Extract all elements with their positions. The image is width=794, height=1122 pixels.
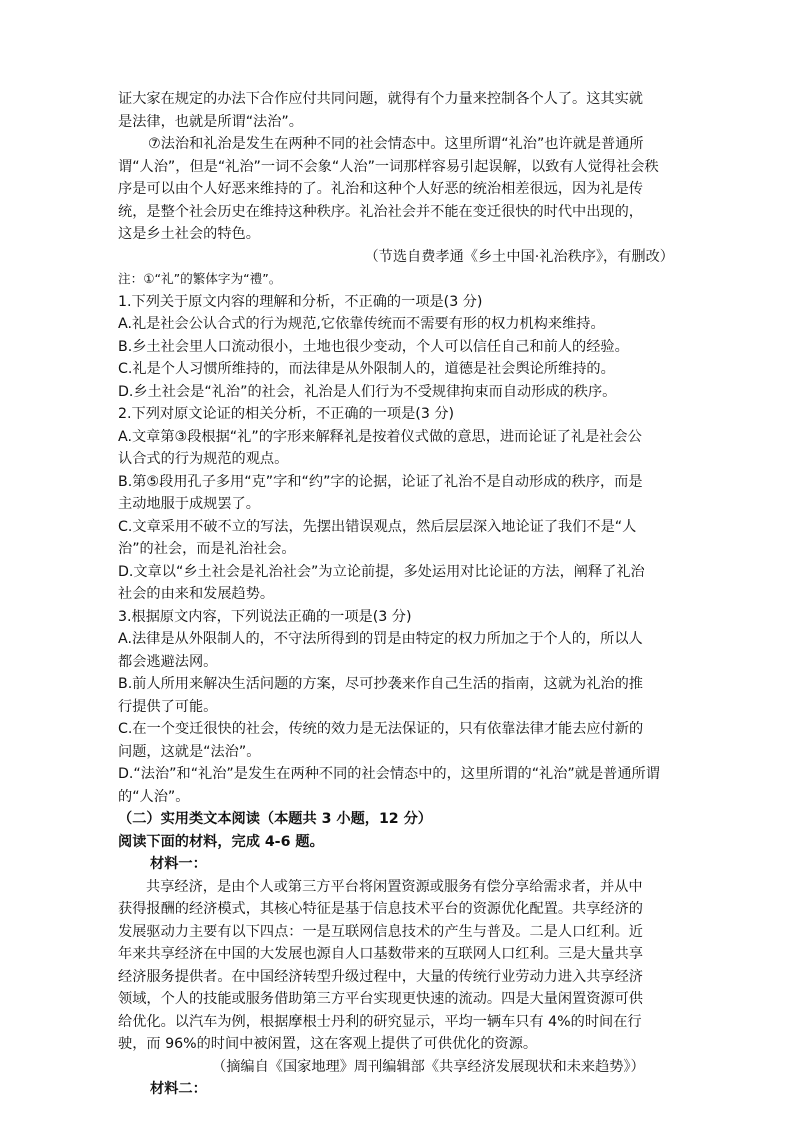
text-line: C.在一个变迁很快的社会，传统的效力是无法保证的，只有依靠法律才能去应付新的 — [118, 721, 644, 737]
text-line: A.礼是社会公认合式的行为规范,它依靠传统而不需要有形的权力机构来维持。 — [118, 316, 605, 332]
text-line: 阅读下面的材料，完成 4-6 题。 — [118, 833, 324, 850]
text-line: 注：①“礼”的繁体字为“禮”。 — [118, 271, 282, 286]
text-line: B.乡土社会里人口流动很小，土地也很少变动，个人可以信任自己和前人的经验。 — [118, 338, 629, 355]
text-line: 行提供了可能。 — [118, 698, 218, 715]
text-line: A.文章第③段根据“礼”的字形来解释礼是按着仪式做的意思，进而论证了礼是社会公 — [118, 428, 642, 445]
text-line: 经济服务提供者。在中国经济转型升级过程中，大量的传统行业劳动力进入共享经济 — [118, 968, 643, 985]
text-line: 的“人治”。 — [118, 788, 190, 805]
text-line: D.乡土社会是“礼治”的社会，礼治是人们行为不受规律拘束而自动形成的秩序。 — [118, 383, 617, 400]
text-line: 证大家在规定的办法下合作应付共同问题，就得有个力量来控制各个人了。这其实就 — [118, 91, 643, 107]
text-line: 3.根据原文内容，下列说法正确的一项是(3 分) — [118, 608, 412, 625]
text-line: 问题，这就是“法治”。 — [118, 743, 261, 760]
text-line: A.法律是从外限制人的，不守法所得到的罚是由特定的权力所加之于个人的，所以人 — [118, 631, 643, 647]
text-line: 材料二： — [150, 1081, 207, 1097]
text-line: 材料一： — [150, 856, 207, 872]
text-line: 年来共享经济在中国的大发展也源自人口基数带来的互联网人口红利。三是大量共享 — [118, 946, 643, 962]
text-line: C.礼是个人习惯所维持的，而法律是从外限制人的，道德是社会舆论所维持的。 — [118, 361, 615, 377]
document-page — [118, 88, 678, 1101]
text-line: 获得报酬的经济模式，其核心特征是基于信息技术平台的资源优化配置。共享经济的 — [118, 901, 643, 917]
text-line: ⑦法治和礼治是发生在两种不同的社会情态中。这里所谓“礼治”也许就是普通所 — [148, 136, 644, 152]
text-line: 这是乡土社会的特色。 — [118, 226, 260, 242]
text-line: 治”的社会，而是礼治社会。 — [118, 541, 296, 557]
text-line: 主动地服于成规罢了。 — [118, 496, 260, 512]
text-line: 2.下列对原文论证的相关分析，不正确的一项是(3 分) — [118, 406, 455, 422]
text-line: 驶，而 96%的时间中被闲置，这在客观上提供了可供优化的资源。 — [118, 1036, 538, 1052]
text-line: 都会逃避法网。 — [118, 653, 218, 670]
text-line: B.第⑤段用孔子多用“克”字和“约”字的论据，论证了礼治不是自动形成的秩序，而是 — [118, 473, 643, 490]
text-line: 序是可以由个人好恶来维持的了。礼治和这种个人好恶的统治相差很远，因为礼是传 — [118, 181, 643, 197]
text-line: 认合式的行为规范的观点。 — [118, 451, 289, 467]
text-line: D.“法治”和“礼治”是发生在两种不同的社会情态中的，这里所谓的“礼治”就是普通所谓 — [118, 766, 660, 782]
text-line: （节选自费孝通《乡土中国·礼治秩序》，有删改） — [364, 248, 674, 265]
text-line: 是法律，也就是所谓“法治”。 — [118, 113, 303, 130]
text-line: D.文章以“乡土社会是礼治社会”为立论前提，多处运用对比论证的方法，阐释了礼治 — [118, 563, 645, 580]
text-line: B.前人所用来解决生活问题的方案，尽可抄袭来作自己生活的指南，这就为礼治的推 — [118, 676, 643, 692]
text-line: 领域，个人的技能或服务借助第三方平台实现更快速的流动。四是大量闲置资源可供 — [118, 991, 643, 1007]
text-line: 给优化。以汽车为例，根据摩根士丹利的研究显示，平均一辆车只有 4%的时间在行 — [118, 1013, 642, 1030]
text-line: 共享经济，是由个人或第三方平台将闲置资源或服务有偿分享给需求者，并从中 — [146, 878, 643, 895]
text-line: （摘编自《国家地理》周刊编辑部《共享经济发展现状和未来趋势》） — [212, 1058, 645, 1075]
text-line: 社会的由来和发展趋势。 — [118, 586, 275, 602]
text-line: 发展驱动力主要有以下四点：一是互联网信息技术的产生与普及。二是人口红利。近 — [118, 923, 643, 940]
text-line: C.文章采用不破不立的写法，先摆出错误观点，然后层层深入地论证了我们不是“人 — [118, 518, 637, 535]
text-line: 1.下列关于原文内容的理解和分析，不正确的一项是(3 分) — [118, 293, 483, 310]
text-line: 谓“人治”，但是“礼治”一词不会象“人治”一词那样容易引起误解，以致有人觉得社会秩 — [118, 158, 659, 175]
text-line: （二）实用类文本阅读（本题共 3 小题，12 分） — [118, 811, 432, 827]
text-line: 统，是整个社会历史在维持这种秩序。礼治社会并不能在变迁很快的时代中出现的， — [118, 203, 643, 220]
